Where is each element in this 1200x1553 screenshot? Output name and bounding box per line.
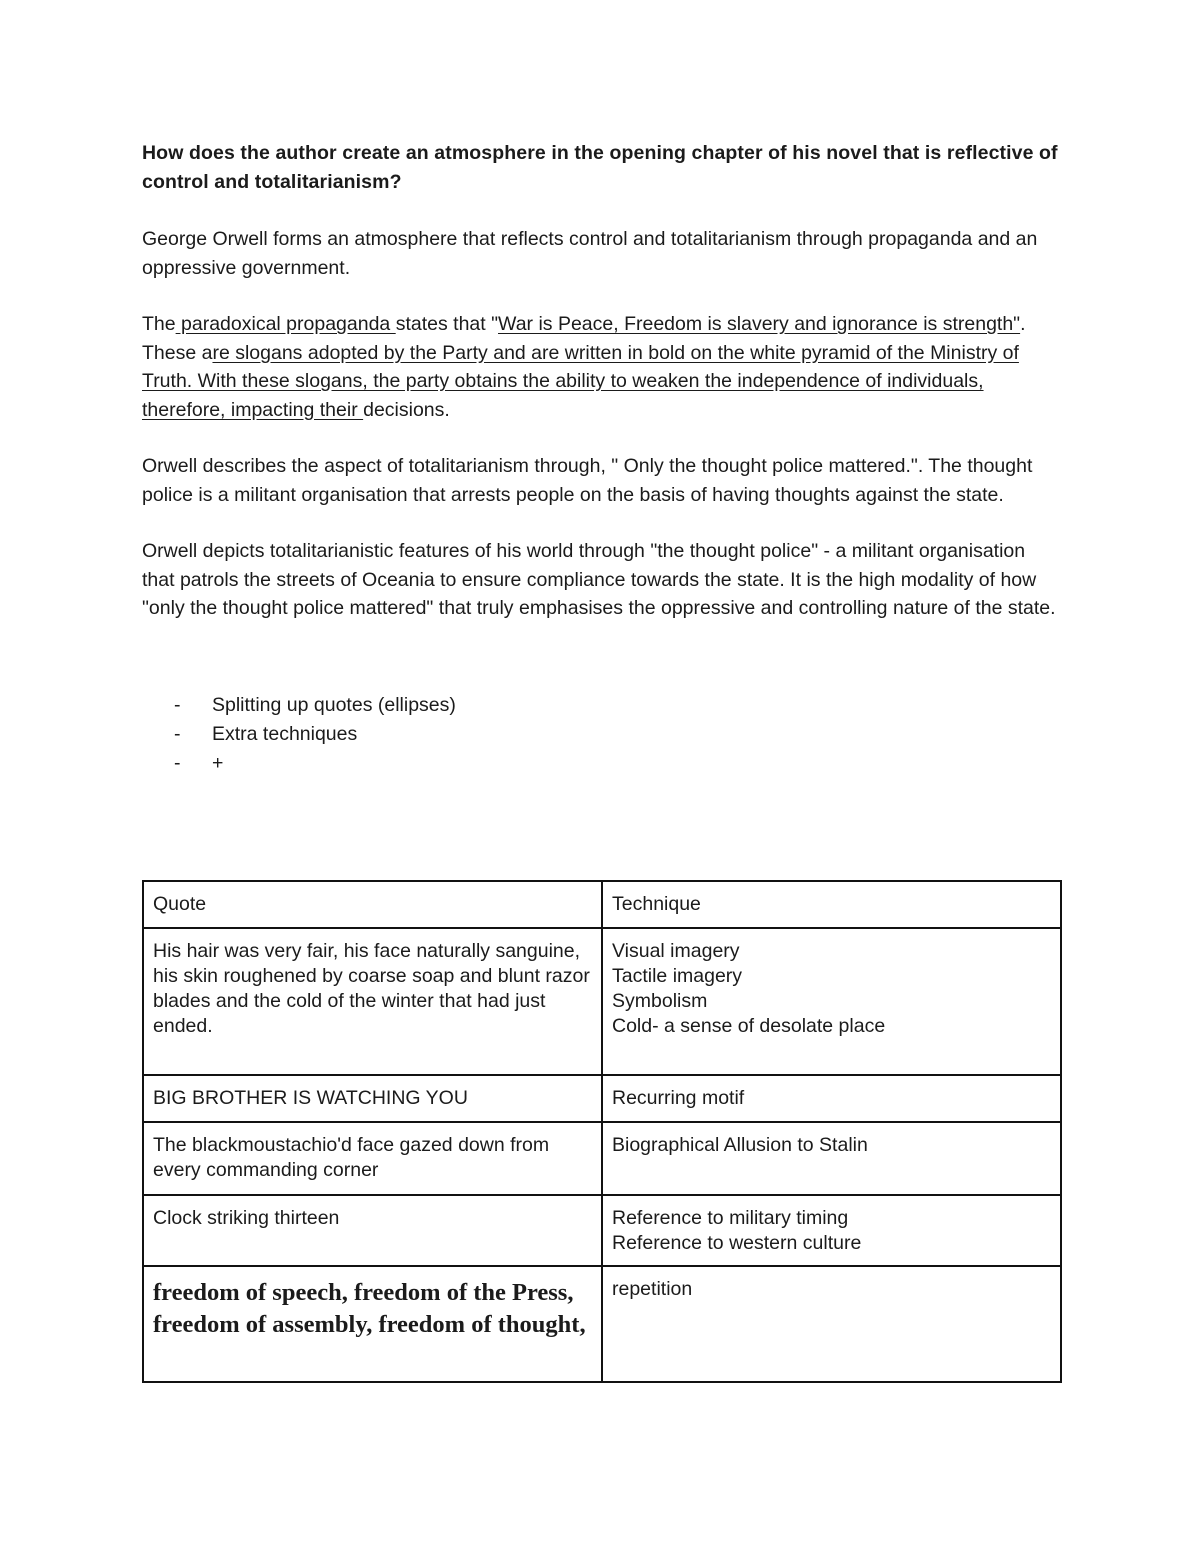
technique-item: Reference to western culture [612, 1232, 862, 1254]
technique-cell [602, 1122, 1061, 1195]
technique-item: repetition [612, 1278, 693, 1300]
quote-technique-table [142, 880, 1062, 1383]
underlined-segment: re slogans adopted by the Party and are written in bold on the white pyramid of the Ministry of Truth. With these slogans, the party obtains the ability to weaken the independence of individuals, therefore, impacting their [142, 341, 1019, 421]
list-item [142, 691, 1062, 720]
paragraph-intro: George Orwell forms an atmosphere that reflects control and totalitarianism through propaganda and an oppressive government. [142, 228, 1038, 279]
text-segment: . These a [142, 313, 1026, 364]
table-row [143, 1075, 1061, 1122]
bullet-dash: - [174, 722, 181, 745]
table-row [143, 1195, 1061, 1266]
paragraph-propaganda [142, 310, 1062, 424]
header-technique: Technique [602, 881, 1061, 928]
technique-item: Reference to military timing [612, 1207, 849, 1229]
table-header-row [143, 881, 1061, 928]
quote-cell: BIG BROTHER IS WATCHING YOU [143, 1075, 602, 1122]
list-item [142, 749, 1062, 778]
essay-question: How does the author create an atmosphere in the opening chapter of his novel that is reflective of control and totalitarianism? [142, 142, 1058, 193]
underlined-quote: War is Peace, Freedom is slavery and ignorance is strength" [498, 313, 1021, 335]
header-quote: Quote [143, 881, 602, 928]
table-row [143, 1122, 1061, 1195]
notes-list [142, 691, 1062, 778]
technique-item: Symbolism [612, 990, 708, 1012]
technique-item: Tactile imagery [612, 965, 743, 987]
text-segment: states that " [395, 313, 499, 335]
technique-cell [602, 928, 1061, 1075]
table-row [143, 1266, 1061, 1382]
technique-cell [602, 1075, 1061, 1122]
underlined-segment: paradoxical propaganda [175, 313, 396, 335]
paragraph-thought-police: Orwell describes the aspect of totalitarianism through, " Only the thought police mattered.". The thought police is a militant organisation that arrests people on the basis of having thoughts against the state. [142, 455, 1033, 506]
technique-item: Biographical Allusion to Stalin [612, 1134, 868, 1156]
quote-cell: The blackmoustachio'd face gazed down from every commanding corner [143, 1122, 602, 1195]
paragraph-totalitarian-features: Orwell depicts totalitarianistic features of his world through "the thought police" - a militant organisation that patrols the streets of Oceania to ensure compliance towards the state. It is the high modality of how "only the thought police mattered" that truly emphasises the oppressive and controlling nature of the state. [142, 540, 1056, 619]
document-body [142, 139, 1062, 778]
technique-cell [602, 1195, 1061, 1266]
bullet-dash: - [174, 751, 181, 774]
quote-cell: Clock striking thirteen [143, 1195, 602, 1266]
list-item-text: Extra techniques [212, 722, 358, 745]
technique-item: Cold- a sense of desolate place [612, 1015, 886, 1037]
bullet-dash: - [174, 693, 181, 716]
text-segment: decisions. [363, 398, 450, 421]
list-item-text: + [212, 751, 224, 774]
table-row [143, 928, 1061, 1075]
list-item [142, 720, 1062, 749]
technique-item: Visual imagery [612, 940, 740, 962]
quote-cell: His hair was very fair, his face naturally sanguine, his skin roughened by coarse soap and blunt razor blades and the cold of the winter that had just ended. [143, 928, 602, 1075]
text-segment: The [142, 313, 176, 335]
technique-cell [602, 1266, 1061, 1382]
technique-item: Recurring motif [612, 1087, 745, 1109]
quote-cell: freedom of speech, freedom of the Press, freedom of assembly, freedom of thought, [143, 1266, 602, 1382]
list-item-text: Splitting up quotes (ellipses) [212, 693, 456, 716]
